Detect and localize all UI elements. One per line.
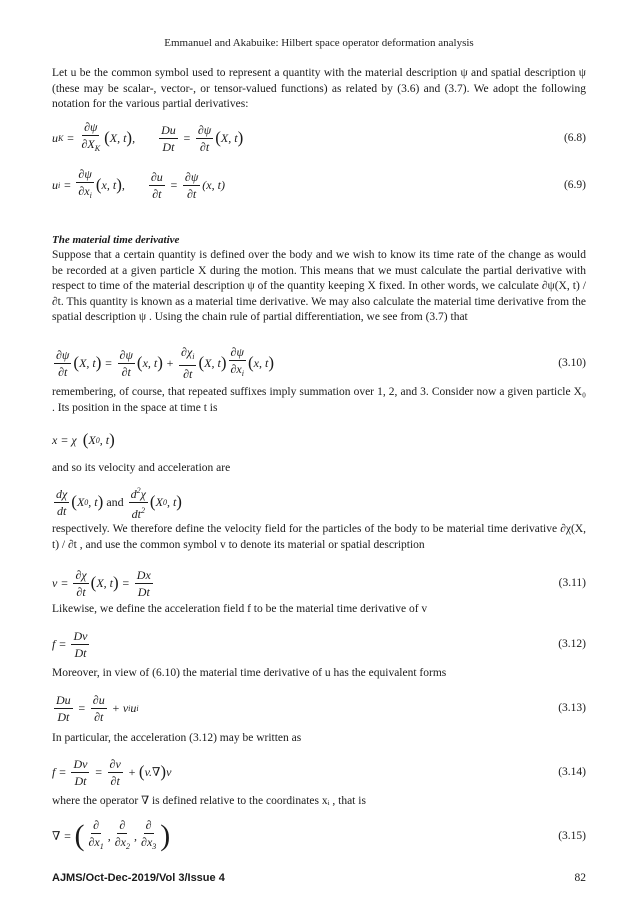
- journal-footer: AJMS/Oct-Dec-2019/Vol 3/Issue 4: [52, 872, 225, 884]
- paragraph: and so its velocity and acceleration are: [52, 462, 231, 474]
- equation-number: (3.10): [558, 357, 586, 369]
- equation-3-12: f = $\frac{Dv}{Dt}$ (3.12): [52, 628, 586, 660]
- paragraph: Moreover, in view of (6.10) the material time derivative of u has the equivalent forms: [52, 667, 447, 679]
- equation-position: x = χ ( X 0 , t ): [52, 430, 115, 449]
- equation-3-11: v = $\frac{\partial\chi}{\partial t}$ ( X, t ) = $\frac{Dx}{Dt}$ (3.11): [52, 567, 586, 599]
- and-word: and: [106, 494, 124, 509]
- equation-number: (6.8): [563, 132, 586, 144]
- section-heading: The material time derivative: [52, 234, 180, 246]
- paragraph: In particular, the acceleration (3.12) may be written as: [52, 732, 302, 744]
- paragraph: Suppose that a certain quantity is defined over the body and we wish to know its time rate of the change as would be recorded at a given particle X during the motion. This means that we must calculate the partial derivative with respect to time of the material description ψ of the quantity keeping X fixed. In other words, we calculate ∂ψ(X, t) / ∂t. This quantity is known as a material time derivative. We may also calculate the material time derivative from the spatial description ψ . Using the chain rule of partial differentiation, we see from (3.7) that: [52, 249, 586, 323]
- equation-number: (3.15): [558, 830, 586, 842]
- page-number: 82: [574, 872, 586, 884]
- equation-number: (3.13): [558, 702, 586, 714]
- equation-6-9: u i = $\frac{\partial\psi}{\partial x_i}$ ( x, t ) , $\frac{\partial u}{\partial t}$ = $\frac{\partial\psi}{\partial t}$ (x, t) (6.9): [52, 167, 586, 201]
- equation-number: (3.11): [558, 577, 586, 589]
- equation-3-10: $\frac{\partial\psi}{\partial t}$ ( X, t ) = $\frac{\partial\psi}{\partial t}$ ( x, t ) + $\frac{\partial\chi_i}{\partial t}$ ( X, t ) $\frac{\partial\psi}{\partial x_i}$ ( x, t ) (3.10): [56, 345, 586, 381]
- equation-3-14: f = $\frac{Dv}{Dt}$ = $\frac{\partial v}{\partial t}$ + ( v.∇ ) v (3.14): [52, 756, 586, 788]
- equation-number: (6.9): [563, 179, 586, 191]
- equation-number: (3.14): [558, 766, 586, 778]
- intro-paragraph: Let u be the common symbol used to represent a quantity with the material description ψ and spatial description ψ (these may be scalar-, vector-, or tensor-valued functions) as related by (3.6) and (3.7). We adopt the following notation for the various partial derivatives:: [52, 67, 586, 110]
- equation-velocity-acceleration: $\frac{d\chi}{dt}$ ( X 0 , t ) and $\frac{d^2\chi}{dt^2}$ ( X 0 , t ): [56, 485, 182, 521]
- equation-6-8: u K = $\frac{\partial\psi}{\partial X_K}$ ( X, t ) , $\frac{Du}{Dt}$ = $\frac{\partial\psi}{\partial t}$ ( X, t ) (6.8): [52, 120, 586, 154]
- paragraph: where the operator ∇ is defined relative to the coordinates xᵢ , that is: [52, 795, 366, 807]
- running-header: Emmanuel and Akabuike: Hilbert space operator deformation analysis: [164, 37, 474, 49]
- paragraph: remembering, of course, that repeated suffixes imply summation over 1, 2, and 3. Consider now a given particle X₀ . Its position in the space at time t is: [52, 386, 586, 414]
- paragraph: respectively. We therefore define the velocity field for the particles of the body to be material time derivative ∂χ(X, t) / ∂t , and use the common symbol v to denote its material or spatial description: [52, 523, 586, 551]
- equation-number: (3.12): [558, 638, 586, 650]
- equation-3-15: ∇ = ( $\frac{\partial}{\partial x_1}$ , $\frac{\partial}{\partial x_2}$ , $\frac{\partial}{\partial x_3}$ ) (3.15): [52, 818, 586, 852]
- paragraph: Likewise, we define the acceleration field f to be the material time derivative of v: [52, 603, 428, 615]
- equation-3-13: $\frac{Du}{Dt}$ = $\frac{\partial u}{\partial t}$ + v i u i (3.13): [56, 692, 586, 724]
